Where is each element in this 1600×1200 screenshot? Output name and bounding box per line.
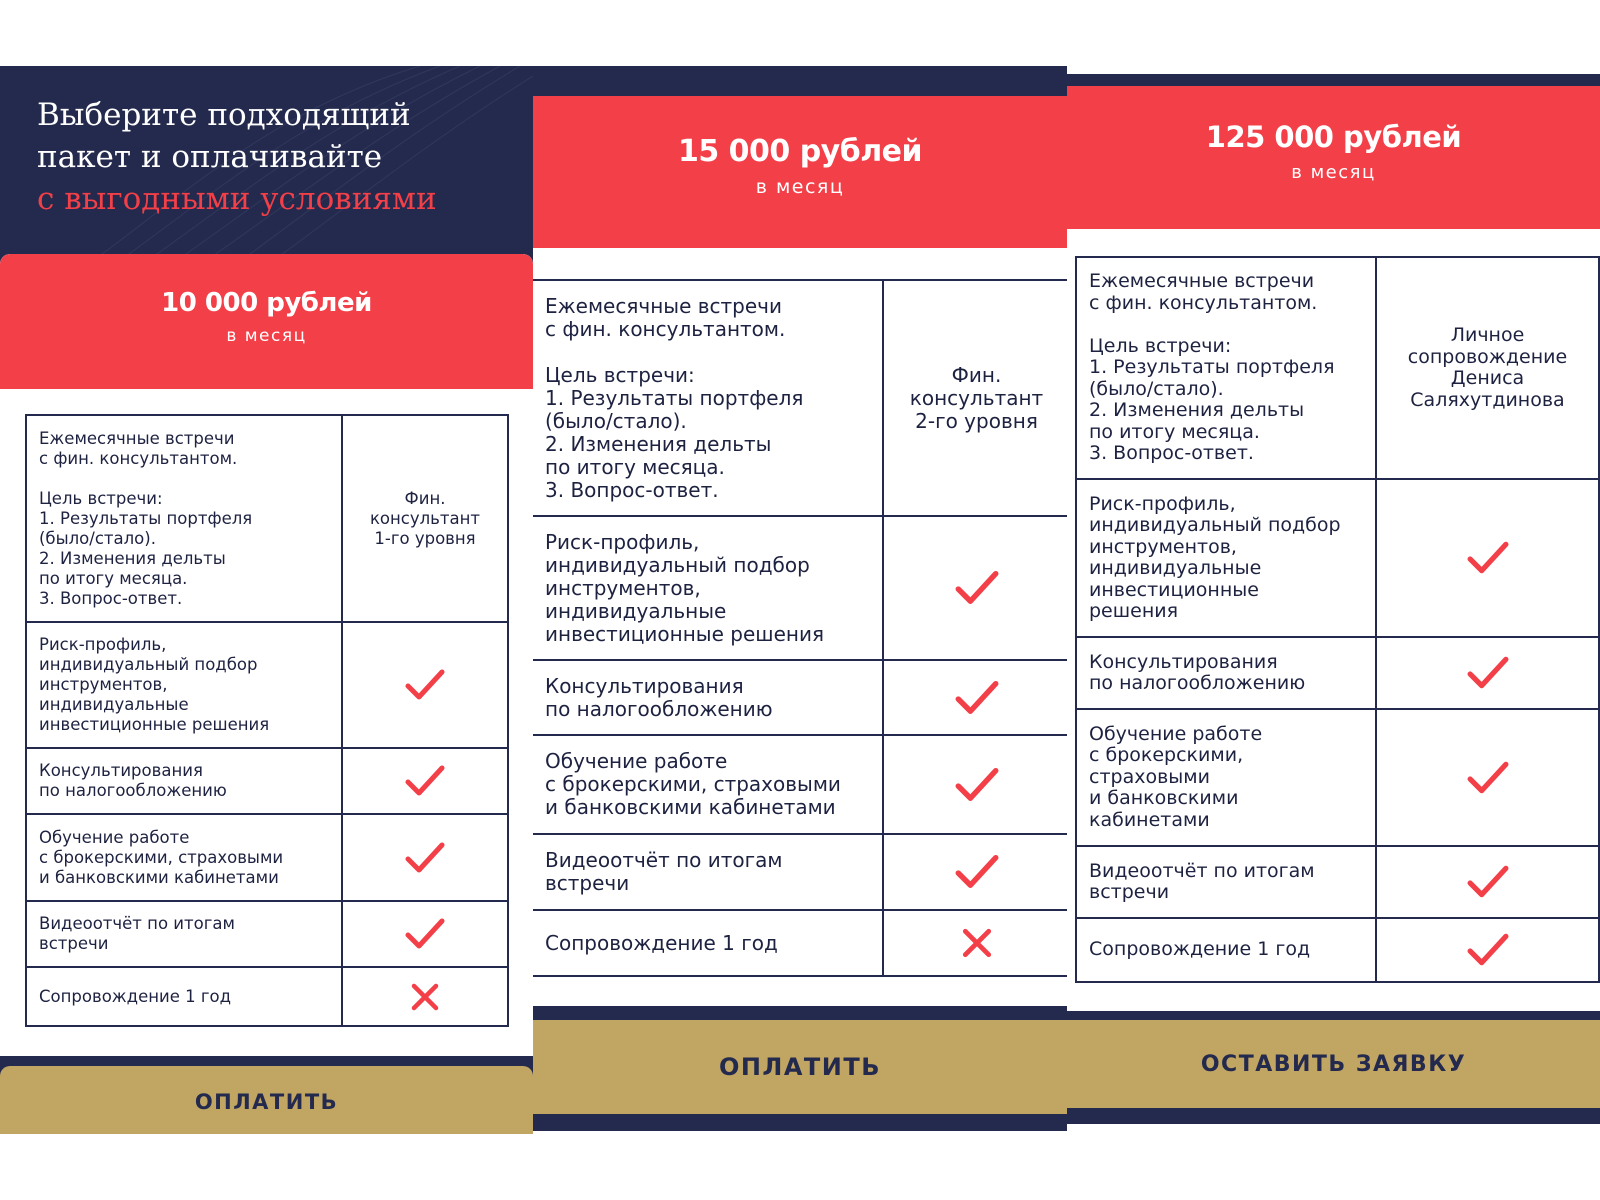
table-row bbox=[533, 735, 1069, 834]
table-row bbox=[533, 280, 1069, 516]
plan-period: в месяц bbox=[1291, 162, 1376, 183]
price-block bbox=[533, 96, 1067, 248]
check-icon bbox=[883, 516, 1069, 660]
hero-title-accent: с выгодными условиями bbox=[37, 181, 437, 217]
table-row bbox=[1076, 257, 1599, 479]
check-icon bbox=[1376, 637, 1599, 709]
request-button[interactable] bbox=[1067, 1020, 1600, 1108]
feature-cell: Сопровождение 1 год bbox=[26, 967, 342, 1026]
feature-cell: Сопровождение 1 год bbox=[1076, 918, 1376, 982]
feature-cell: Ежемесячные встречи с фин. консультантом. Цель встречи: 1. Результаты портфеля (было/стало). 2. Изменения дельты по итогу месяца. 3. Вопрос-ответ. bbox=[26, 415, 342, 622]
table-row bbox=[26, 814, 508, 901]
top-band bbox=[533, 66, 1067, 96]
feature-cell: Обучение работе с брокерскими, страховыми и банковскими кабинетами bbox=[533, 735, 883, 834]
hero-title-line2: пакет и оплачивайте bbox=[37, 139, 383, 175]
table-row bbox=[533, 910, 1069, 976]
check-icon bbox=[1376, 709, 1599, 846]
hero-title bbox=[37, 94, 517, 220]
feature-cell: Ежемесячные встречи с фин. консультантом. Цель встречи: 1. Результаты портфеля (было/стало). 2. Изменения дельты по итогу месяца. 3. Вопрос-ответ. bbox=[533, 280, 883, 516]
feature-cell: Консультирования по налогообложению bbox=[533, 660, 883, 735]
plan-panel-premium bbox=[1067, 74, 1600, 1134]
plan-price: 10 000 рублей bbox=[161, 288, 372, 318]
feature-cell: Консультирования по налогообложению bbox=[1076, 637, 1376, 709]
request-button-label: ОСТАВИТЬ ЗАЯВКУ bbox=[1200, 1052, 1467, 1077]
table-row bbox=[26, 622, 508, 748]
check-icon bbox=[883, 834, 1069, 910]
table-row bbox=[26, 415, 508, 622]
table-row bbox=[26, 967, 508, 1026]
pay-button-label: ОПЛАТИТЬ bbox=[194, 1090, 339, 1114]
price-block bbox=[1067, 86, 1600, 229]
check-icon bbox=[1376, 918, 1599, 982]
feature-cell: Видеоотчёт по итогам встречи bbox=[533, 834, 883, 910]
pay-button-label: ОПЛАТИТЬ bbox=[718, 1053, 882, 1081]
table-row bbox=[1076, 637, 1599, 709]
value-cell: Фин. консультант 2-го уровня bbox=[883, 280, 1069, 516]
features-table bbox=[1075, 256, 1600, 983]
cross-icon bbox=[883, 910, 1069, 976]
table-row bbox=[533, 834, 1069, 910]
plan-price: 15 000 рублей bbox=[677, 134, 923, 169]
plan-card-basic bbox=[0, 254, 533, 1054]
table-row bbox=[1076, 846, 1599, 918]
feature-cell: Видеоотчёт по итогам встречи bbox=[26, 901, 342, 967]
value-cell: Личное сопровождение Дениса Саляхутдинова bbox=[1376, 257, 1599, 479]
feature-cell: Ежемесячные встречи с фин. консультантом. Цель встречи: 1. Результаты портфеля (было/стало). 2. Изменения дельты по итогу месяца. 3. Вопрос-ответ. bbox=[1076, 257, 1376, 479]
feature-cell: Риск-профиль, индивидуальный подбор инструментов, индивидуальные инвестиционные решения bbox=[1076, 479, 1376, 637]
plan-panel-basic bbox=[0, 66, 533, 1134]
feature-cell: Обучение работе с брокерскими, страховыми и банковскими кабинетами bbox=[26, 814, 342, 901]
check-icon bbox=[1376, 846, 1599, 918]
features-table bbox=[25, 414, 509, 1027]
check-icon bbox=[883, 660, 1069, 735]
table-row bbox=[1076, 918, 1599, 982]
table-row bbox=[1076, 709, 1599, 846]
table-row bbox=[1076, 479, 1599, 637]
plan-period: в месяц bbox=[226, 326, 307, 346]
pay-button[interactable] bbox=[0, 1066, 533, 1134]
top-band bbox=[1067, 74, 1600, 86]
feature-cell: Риск-профиль, индивидуальный подбор инструментов, индивидуальные инвестиционные решения bbox=[26, 622, 342, 748]
value-cell: Фин. консультант 1-го уровня bbox=[342, 415, 508, 622]
pay-button[interactable] bbox=[533, 1020, 1067, 1114]
features-table bbox=[533, 279, 1069, 977]
plan-period: в месяц bbox=[755, 176, 845, 198]
table-row bbox=[533, 516, 1069, 660]
table-row bbox=[26, 901, 508, 967]
check-icon bbox=[342, 748, 508, 814]
hero-title-line1: Выберите подходящий bbox=[37, 97, 411, 133]
plan-price: 125 000 рублей bbox=[1205, 120, 1462, 154]
check-icon bbox=[883, 735, 1069, 834]
cross-icon bbox=[342, 967, 508, 1026]
check-icon bbox=[342, 814, 508, 901]
feature-cell: Сопровождение 1 год bbox=[533, 910, 883, 976]
feature-cell: Консультирования по налогообложению bbox=[26, 748, 342, 814]
table-row bbox=[533, 660, 1069, 735]
plan-panel-standard bbox=[533, 66, 1067, 1134]
price-block bbox=[0, 254, 533, 389]
check-icon bbox=[342, 901, 508, 967]
feature-cell: Обучение работе с брокерскими, страховыми и банковскими кабинетами bbox=[1076, 709, 1376, 846]
check-icon bbox=[342, 622, 508, 748]
feature-cell: Риск-профиль, индивидуальный подбор инструментов, индивидуальные инвестиционные решения bbox=[533, 516, 883, 660]
feature-cell: Видеоотчёт по итогам встречи bbox=[1076, 846, 1376, 918]
check-icon bbox=[1376, 479, 1599, 637]
table-row bbox=[26, 748, 508, 814]
